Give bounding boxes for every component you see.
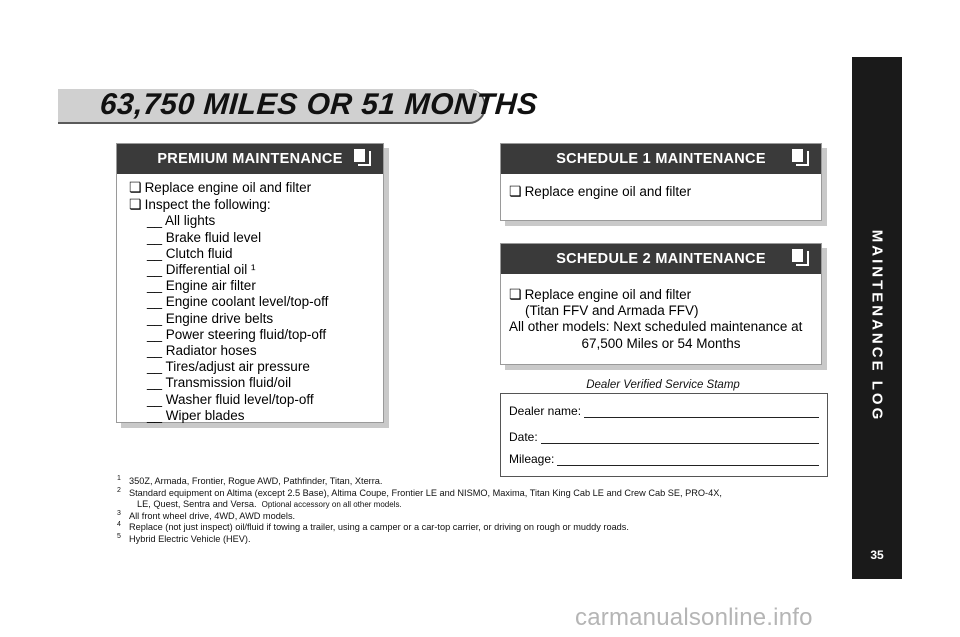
checkbox-icon — [796, 251, 809, 266]
list-item: ❏ Inspect the following: — [129, 196, 271, 213]
checkbox-icon[interactable]: ❏ — [509, 183, 522, 199]
mileage-field[interactable]: Mileage: — [509, 452, 819, 466]
list-item: ❏ Replace engine oil and filter — [509, 183, 692, 199]
dealer-stamp-label: Dealer Verified Service Stamp — [586, 379, 740, 391]
schedule-2-box — [500, 243, 822, 365]
inspect-item: __ Differential oil ¹ — [147, 262, 256, 278]
inspect-item: __ Engine drive belts — [147, 310, 274, 326]
side-tab-label: MAINTENANCE LOG — [868, 229, 886, 423]
date-field[interactable]: Date: — [509, 430, 819, 444]
inspect-item: __ Wiper blades — [147, 407, 245, 423]
footnote: 5 Hybrid Electric Vehicle (HEV). — [117, 532, 251, 544]
other-models-text: All other models: Next scheduled maintenance at — [509, 319, 803, 335]
premium-maintenance-box — [116, 143, 384, 423]
dealer-name-field[interactable]: Dealer name: — [509, 404, 819, 418]
inspect-item: __ Power steering fluid/top-off — [147, 326, 327, 342]
checkbox-icon — [796, 151, 809, 166]
inspect-item: __ Radiator hoses — [147, 343, 257, 359]
checkbox-icon — [358, 151, 371, 166]
schedule-2-header — [501, 244, 821, 274]
inspect-item: __ All lights — [147, 213, 216, 229]
checkbox-icon[interactable]: ❏ — [129, 179, 142, 195]
inspect-item: __ Transmission fluid/oil — [147, 375, 292, 391]
inspect-item: __ Brake fluid level — [147, 229, 262, 245]
page-number: 35 — [870, 548, 884, 562]
inspect-item: __ Clutch fluid — [147, 245, 233, 261]
inspect-item: __ Engine coolant level/top-off — [147, 294, 329, 310]
schedule-1-title: SCHEDULE 1 MAINTENANCE — [556, 151, 766, 167]
checkbox-icon[interactable]: ❏ — [509, 286, 522, 302]
premium-maintenance-header — [117, 144, 383, 174]
item-note: (Titan FFV and Armada FFV) — [525, 303, 699, 319]
footnotes — [117, 476, 817, 546]
footnote-continuation: LE, Quest, Sentra and Versa. Optional accessory on all other models. — [137, 499, 402, 510]
checkbox-icon[interactable]: ❏ — [129, 196, 142, 213]
footnote: 4 Replace (not just inspect) oil/fluid if towing a trailer, using a camper or a car-top carrier, or driving on rough or muddy roads. — [117, 521, 629, 533]
list-item: ❏ Replace engine oil and filter — [129, 179, 312, 195]
footnote: 3 All front wheel drive, 4WD, AWD models. — [117, 509, 296, 521]
footnote: 1 350Z, Armada, Frontier, Rogue AWD, Pathfinder, Titan, Xterra. — [117, 475, 383, 486]
premium-maintenance-title: PREMIUM MAINTENANCE — [157, 151, 343, 167]
inspect-item: __ Tires/adjust air pressure — [147, 359, 310, 375]
footnote: 2 Standard equipment on Altima (except 2.5 Base), Altima Coupe, Frontier LE and NISMO, Maxima, Titan King Cab LE and Crew Cab SE, PRO-4X, — [117, 486, 722, 498]
schedule-1-box — [500, 143, 822, 221]
schedule-1-header — [501, 144, 821, 174]
dealer-stamp-box — [500, 393, 828, 477]
inspect-item: __ Washer fluid level/top-off — [147, 391, 314, 407]
next-maintenance-text: 67,500 Miles or 54 Months — [581, 335, 741, 351]
page-title: 63,750 MILES OR 51 MONTHS — [98, 88, 539, 121]
watermark: carmanualsonline.info — [575, 604, 813, 631]
list-item: ❏ Replace engine oil and filter — [509, 286, 692, 302]
schedule-2-title: SCHEDULE 2 MAINTENANCE — [556, 251, 766, 267]
inspect-item: __ Engine air filter — [147, 278, 256, 294]
